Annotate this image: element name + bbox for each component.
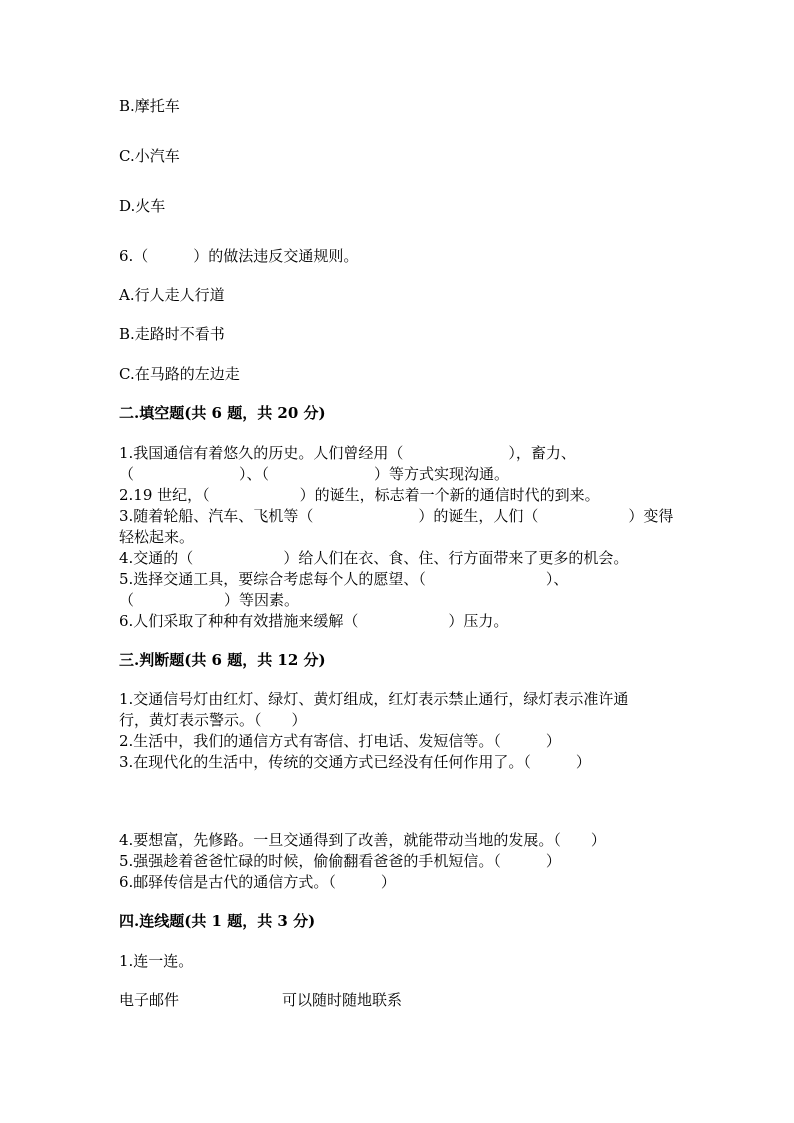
fill-line: 轻松起来。: [119, 528, 195, 546]
judge-line: 1.交通信号灯由红灯、绿灯、黄灯组成，红灯表示禁止通行，绿灯表示准许通: [119, 690, 629, 708]
judge-line: 5.强强趁着爸爸忙碌的时候，偷偷翻看爸爸的手机短信。（ ）: [119, 852, 561, 870]
fill-line: （ ）、（ ）等方式实现沟通。: [119, 465, 510, 483]
judge-line: 3.在现代化的生活中，传统的交通方式已经没有任何作用了。（ ）: [119, 753, 591, 771]
fill-line: 2.19 世纪，（ ）的诞生，标志着一个新的通信时代的到来。: [119, 486, 600, 504]
fill-line: 3.随着轮船、汽车、飞机等（ ）的诞生，人们（ ）变得: [119, 507, 674, 525]
fill-line: 5.选择交通工具，要综合考虑每个人的愿望、（ ）、: [119, 570, 569, 588]
option-b: B.摩托车: [119, 97, 180, 115]
judge-line: 2.生活中，我们的通信方式有寄信、打电话、发短信等。（ ）: [119, 732, 561, 750]
matching-question: 1.连一连。: [119, 952, 194, 970]
fill-line: 4.交通的（ ）给人们在衣、食、住、行方面带来了更多的机会。: [119, 549, 629, 567]
question-6-option-c: C.在马路的左边走: [119, 365, 240, 383]
matching-left-item: 电子邮件: [119, 991, 180, 1009]
judge-line: 6.邮驿传信是古代的通信方式。（ ）: [119, 873, 396, 891]
judge-line: 4.要想富，先修路。一旦交通得到了改善，就能带动当地的发展。（ ）: [119, 831, 606, 849]
option-d: D.火车: [119, 197, 166, 215]
question-6-option-a: A.行人走人行道: [119, 286, 225, 304]
section-4-title: 四.连线题(共 1 题，共 3 分): [119, 912, 316, 930]
section-2-title: 二.填空题(共 6 题，共 20 分): [119, 404, 326, 422]
fill-line: （ ）等因素。: [119, 591, 300, 609]
judge-line: 行，黄灯表示警示。（ ）: [119, 711, 307, 729]
fill-line: 6.人们采取了种种有效措施来缓解（ ）压力。: [119, 612, 509, 630]
question-6-stem: 6.（ ）的做法违反交通规则。: [119, 247, 359, 265]
fill-line: 1.我国通信有着悠久的历史。人们曾经用（ ），畜力、: [119, 444, 576, 462]
matching-right-item: 可以随时随地联系: [282, 991, 403, 1009]
question-6-option-b: B.走路时不看书: [119, 325, 225, 343]
option-c: C.小汽车: [119, 147, 180, 165]
section-3-title: 三.判断题(共 6 题，共 12 分): [119, 651, 326, 669]
